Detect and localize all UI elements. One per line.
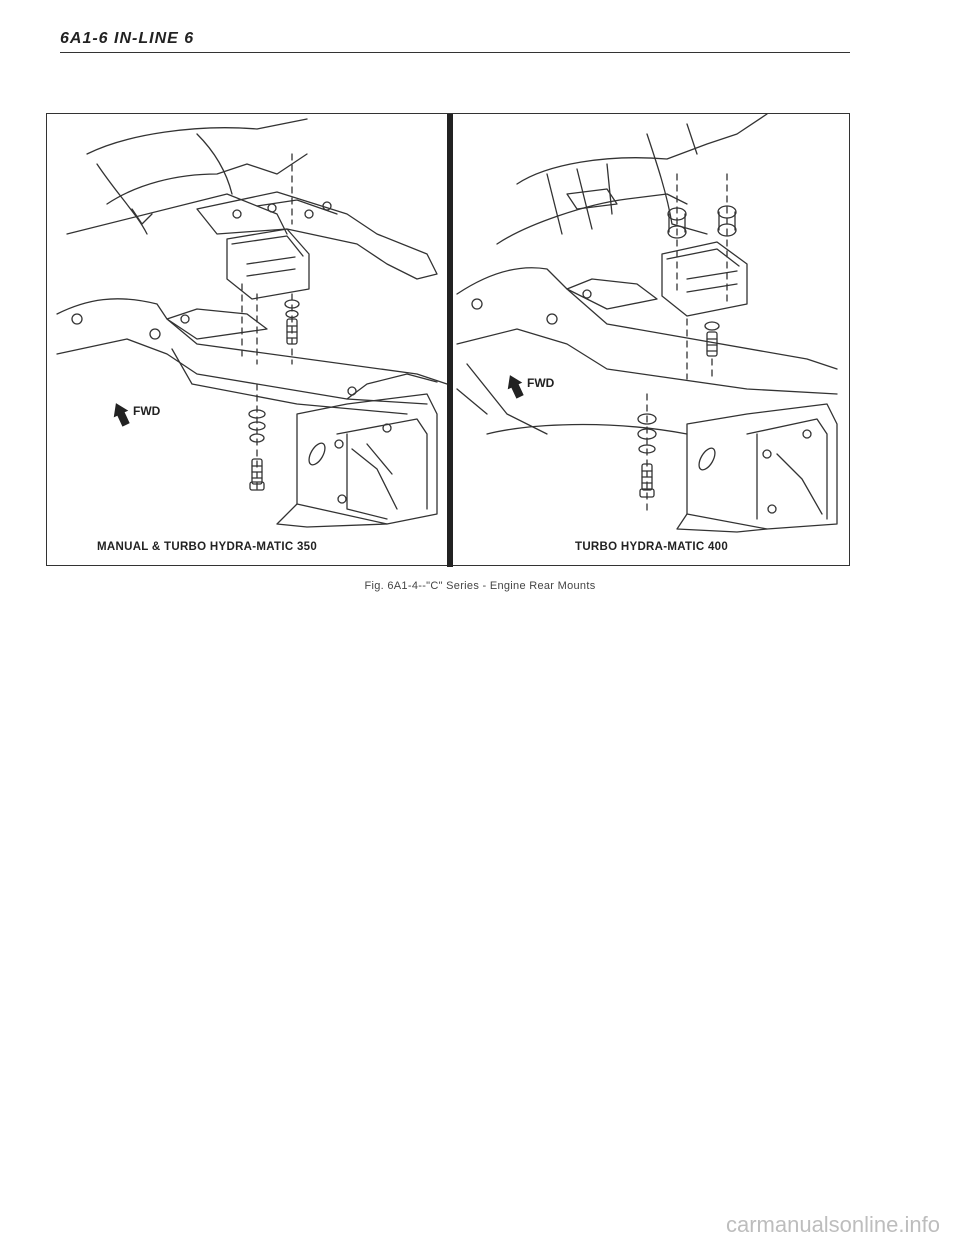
right-panel-label: TURBO HYDRA-MATIC 400 [575, 541, 729, 553]
fwd-arrow-icon [503, 372, 528, 401]
right-panel-drawing [457, 114, 837, 532]
fwd-label-left: FWD [133, 404, 161, 418]
panel-divider [447, 114, 453, 567]
fwd-label-right: FWD [527, 376, 555, 390]
page-header [60, 30, 850, 53]
fwd-arrow-icon [109, 400, 134, 429]
mount-illustration [47, 114, 851, 567]
figure-caption: Fig. 6A1-4--"C" Series - Engine Rear Mounts [364, 580, 596, 592]
left-panel-drawing [57, 119, 447, 527]
left-panel-label: MANUAL & TURBO HYDRA-MATIC 350 [97, 541, 318, 553]
watermark: carmanualsonline.info [725, 1212, 940, 1237]
figure-engine-rear-mounts [46, 113, 850, 566]
section-title: 6A1-6 IN-LINE 6 [60, 30, 195, 47]
